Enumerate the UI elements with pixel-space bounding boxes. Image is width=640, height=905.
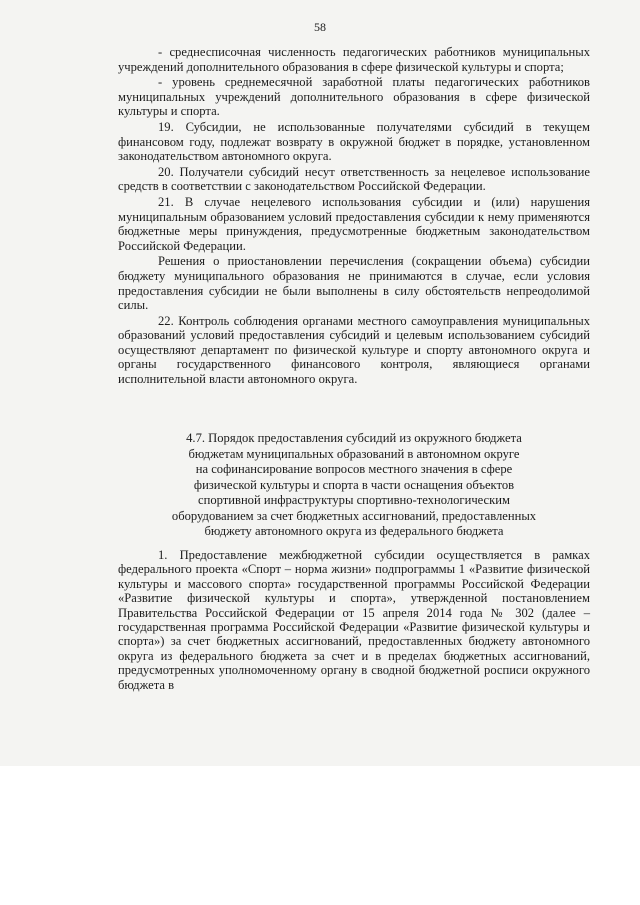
section-heading-line: на софинансирование вопросов местного значения в сфере: [195, 462, 513, 476]
page-number: 58: [314, 20, 326, 34]
paragraph-list-item: - уровень среднемесячной заработной платы педагогических работников муниципальных учреждений дополнительного образования в сфере физической культуры и спорта.: [118, 75, 590, 119]
section-heading-line: физической культуры и спорта в части оснащения объектов: [193, 477, 515, 492]
section-heading-line: оборудованием за счет бюджетных ассигнований, предоставленных: [171, 508, 537, 523]
section-heading-line: 4.7. Порядок предоставления субсидий из окружного бюджета: [186, 431, 522, 445]
paragraph-list-item: - среднесписочная численность педагогических работников муниципальных учреждений дополнительного образования в сфере физической культуры и спорта;: [118, 45, 590, 74]
paragraph-decisions: Решения о приостановлении перечисления (сокращении объема) субсидии бюджету муниципального образования не принимаются в случае, если условия предоставления субсидии не были выполнены в силу обстоятельств непреодолимой силы.: [118, 254, 590, 313]
section-heading-line: бюджету автономного округа из федерального бюджета: [204, 524, 504, 538]
paragraph-clause-20: 20. Получатели субсидий несут ответственность за нецелевое использование средств в соответствии с законодательством Российской Федерации.: [118, 164, 590, 194]
body-text: [118, 45, 590, 387]
paragraph-clause-19: 19. Субсидии, не использованные получателями субсидий в текущем финансовом году, подлежат возврату в окружной бюджет в порядке, установленном законодательством автономного округа.: [118, 119, 590, 164]
section-heading-line: бюджетам муниципальных образований в автономном округе: [188, 446, 520, 461]
section-heading: [118, 431, 590, 540]
paragraph-clause-22: 22. Контроль соблюдения органами местного самоуправления муниципальных образований условий предоставления субсидий и целевым использованием субсидий осуществляют департамент по физической культуре и спорту автономного округа и органы государственного финансового контроля, являющиеся органами исполнительной власти автономного округа.: [118, 313, 590, 387]
section-body: [118, 548, 590, 692]
blank-area: [0, 766, 640, 905]
paragraph-clause-21: 21. В случае нецелевого использования субсидии и (или) нарушения муниципальным образованием условий предоставления субсидии к нему применяются бюджетные меры принуждения, предусмотренные бюджетным законодательством Российской Федерации.: [118, 194, 590, 253]
section-heading-line: спортивной инфраструктуры спортивно-технологическим: [198, 493, 510, 507]
paragraph-section-clause-1: 1. Предоставление межбюджетной субсидии осуществляется в рамках федерального проекта «Спорт – норма жизни» подпрограммы 1 «Развитие физической культуры и массового спорта» государственной программы Российской Федерации «Развитие физической культуры и спорта», утвержденной постановлением Правительства Российской Федерации от 15 апреля 2014 года № 302 (далее – государственная программа Российской Федерации «Развитие физической культуры и спорта») за счет бюджетных ассигнований, предоставленных бюджету автономного округа из федерального бюджета за счет и в пределах бюджетных ассигнований, предусмотренных уполномоченному органу в сводной бюджетной росписи окружного бюджета в: [118, 548, 590, 692]
